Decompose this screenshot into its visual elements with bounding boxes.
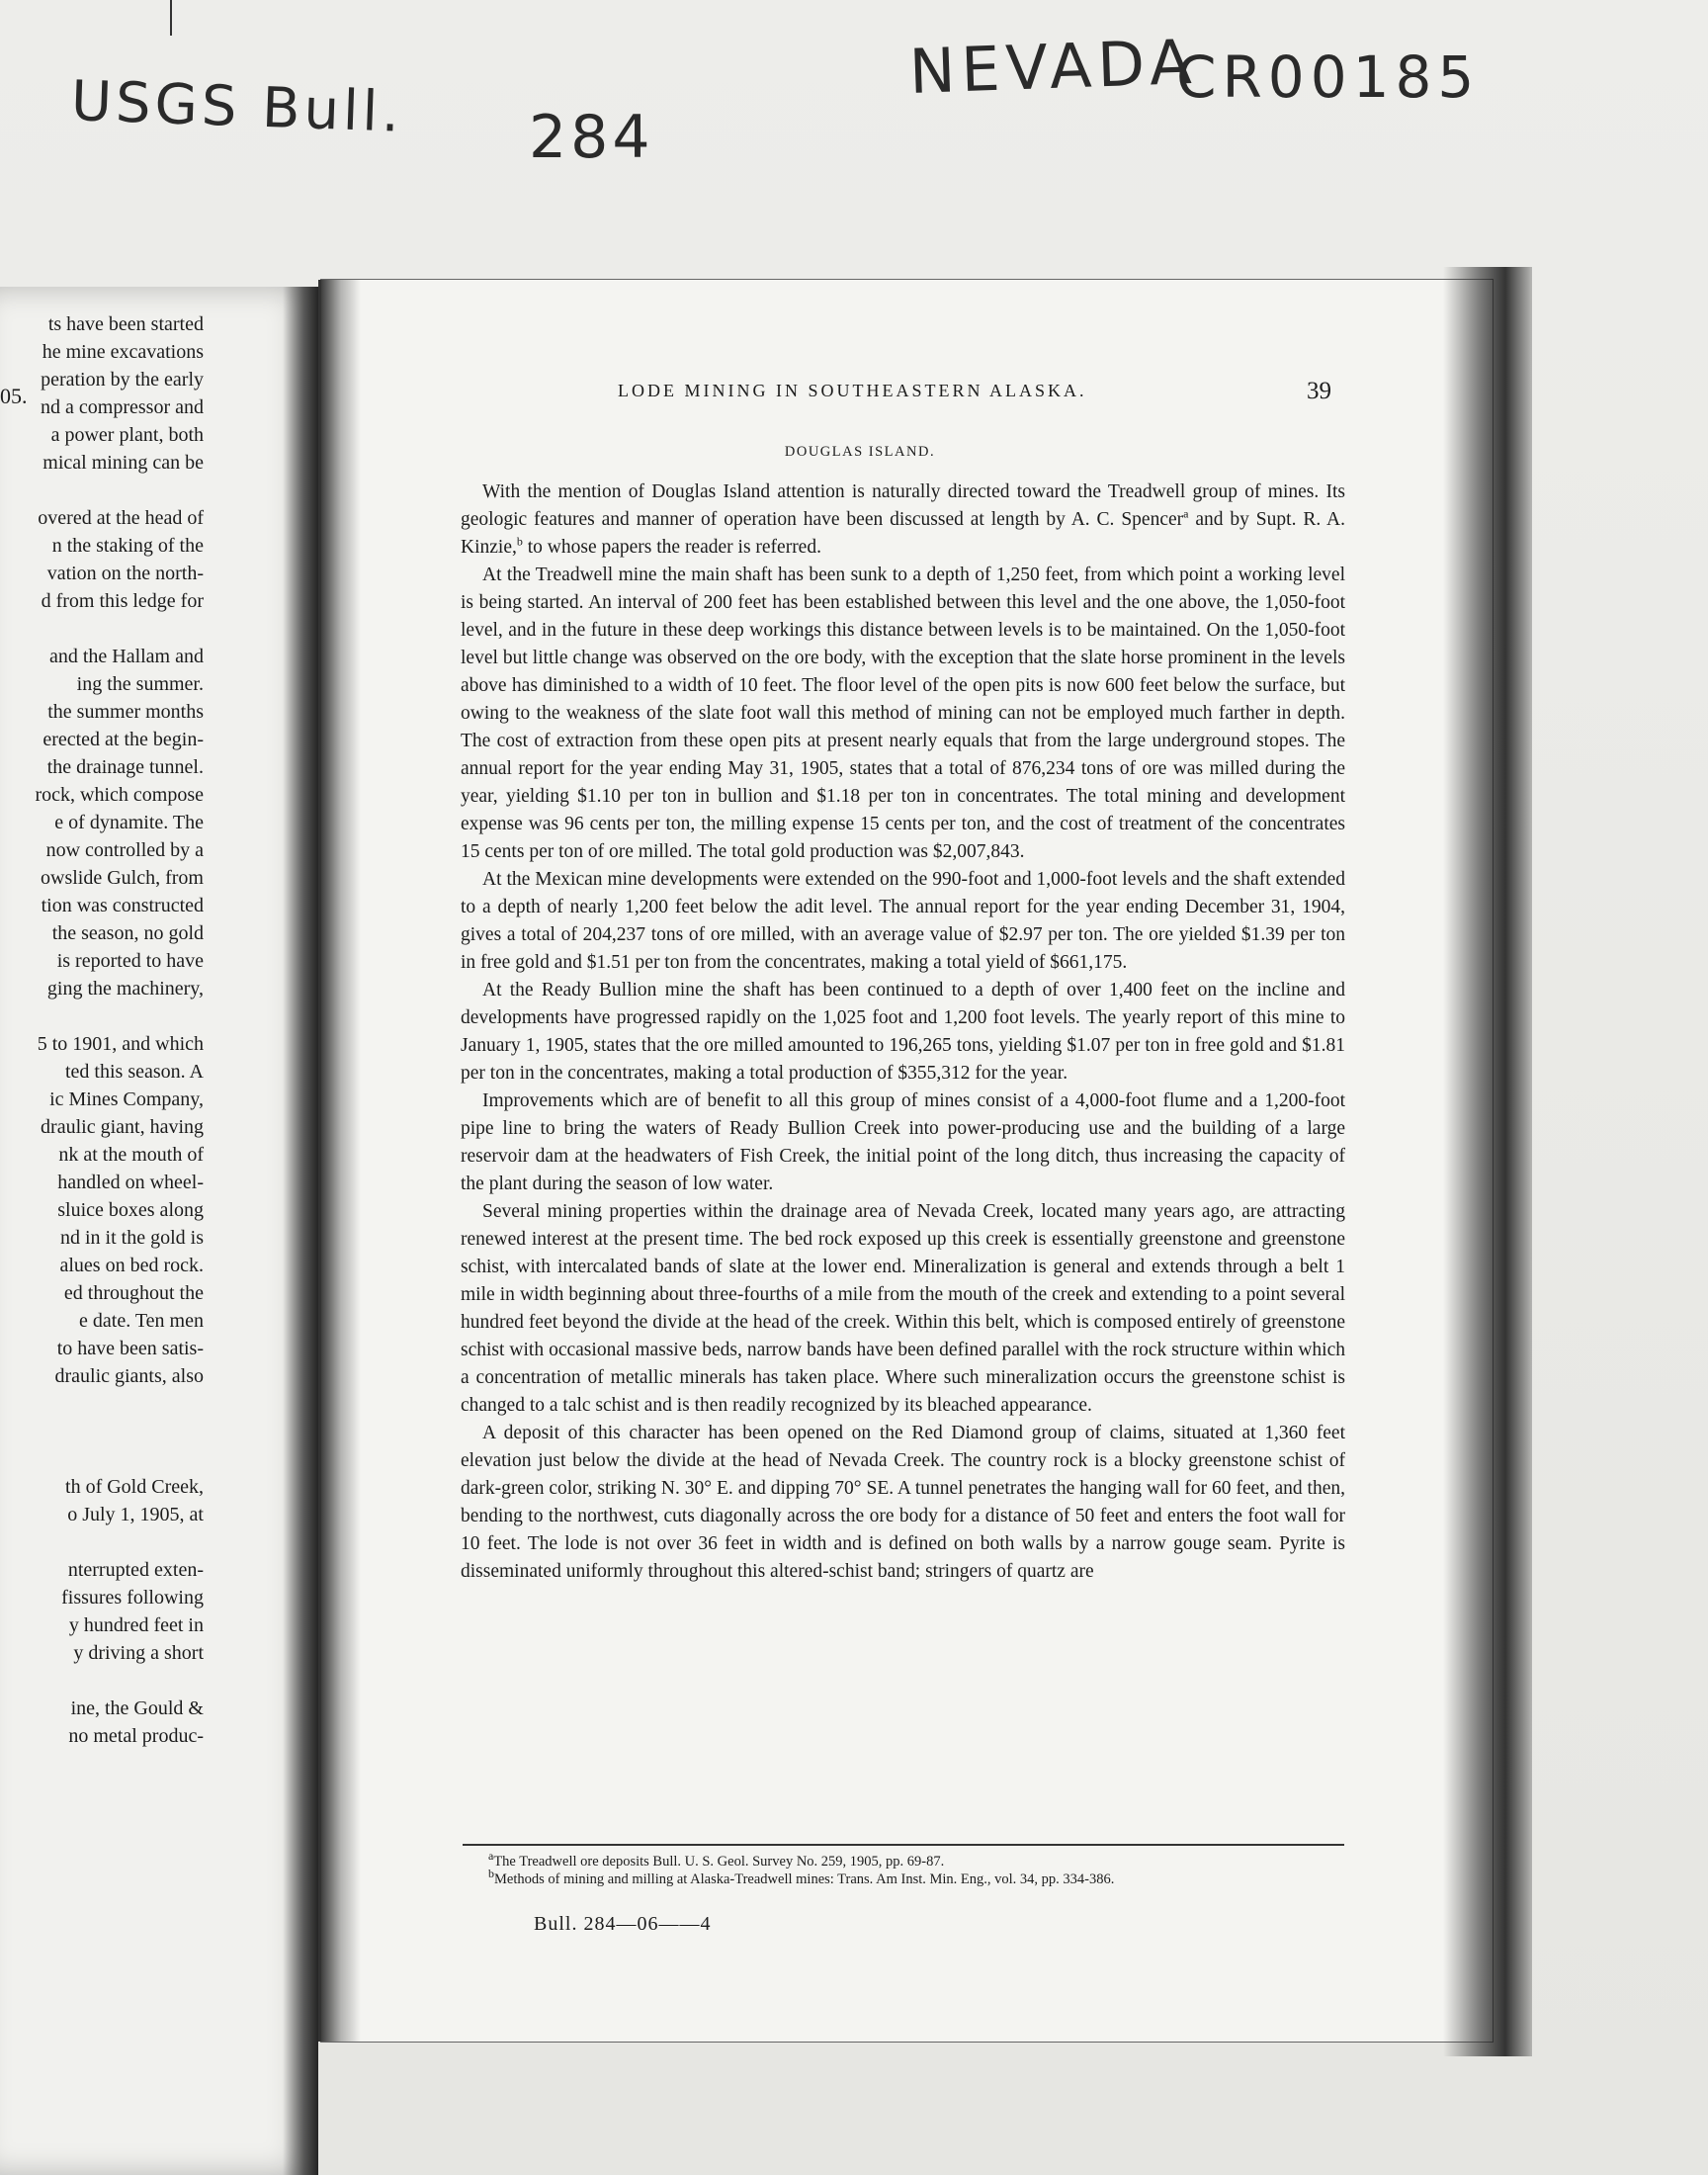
left-page-line: a power plant, both — [50, 424, 204, 446]
body-text — [461, 478, 1345, 1586]
left-page-number: 05. — [0, 384, 28, 408]
left-page-line: he mine excavations — [42, 341, 204, 363]
left-page-line: tion was constructed — [41, 895, 204, 916]
footnote-a — [469, 1849, 1346, 1870]
left-page-line: nk at the mouth of — [58, 1144, 204, 1166]
left-page-line: o July 1, 1905, at — [67, 1504, 204, 1525]
paragraph-6: Several mining properties within the drainage area of Nevada Creek, located many years ago, are attracting renewed interest at the present time. The bed rock exposed up this creek is essentially greenstone and greenstone schist, with intercalated bands of slate at the lower end. Mineralization is general and extends through a belt 1 mile in width beginning about three-fourths of a mile from the mouth of the creek and extending to a point several hundred feet beyond the divide at the head of the creek. Within this belt, which is composed entirely of greenstone schist with occasional massive beds, narrow bands have been defined parallel with the rock structure within which a concentration of metallic minerals has taken place. Where such mineralization occurs the greenstone schist is changed to a talc schist and is then readily recognized by its bleached appearance. — [461, 1201, 1345, 1416]
footnote-ref-a: a — [1183, 506, 1189, 521]
signature-line: Bull. 284—06——4 — [534, 1913, 712, 1935]
left-page-line: no metal produc- — [68, 1725, 204, 1747]
left-page-line: the drainage tunnel. — [46, 756, 204, 778]
left-page-line: owslide Gulch, from — [41, 867, 204, 889]
footnote-b-text: Methods of mining and milling at Alaska-Treadwell mines: Trans. Am Inst. Min. Eng., vol. 34, pp. 334-386. — [494, 1871, 1115, 1887]
paragraph-4: At the Ready Bullion mine the shaft has been continued to a depth of over 1,400 feet on the incline and developments have progressed rapidly on the 1,025 foot and 1,200 foot levels. The yearly report of this mine to January 1, 1905, states that the ore milled amounted to 196,265 tons, yielding $1.07 per ton in free gold and $1.81 per ton in the concentrates, making a total production of $355,312 for the year. — [461, 980, 1345, 1084]
paragraph-2: At the Treadwell mine the main shaft has been sunk to a depth of 1,250 feet, from which point a working level is being started. An interval of 200 feet has been established between this level and the one above, the 1,050-foot level, and in the future in these deep workings this distance between levels is to be maintained. On the 1,050-foot level but little change was observed on the ore body, with the exception that the slate horse prominent in the levels above has diminished to a width of 10 feet. The floor level of the open pits is now 600 feet below the surface, but owing to the weakness of the slate foot wall this method of mining can not be employed much farther in depth. The cost of extraction from these open pits at present nearly equals that from the large underground stopes. The annual report for the year ending May 31, 1905, states that a total of 876,234 tons of ore was milled during the year, yielding $1.10 per ton in bullion and $1.18 per ton in concentrates. The total mining and development expense was 96 cents per ton, the milling expense 15 cents per ton, and the cost of treatment of the concentrates 15 cents per ton of ore milled. The total gold production was $2,007,843. — [461, 565, 1345, 862]
left-page-line: y driving a short — [73, 1642, 204, 1664]
handwritten-usgs-label: USGS Bull. — [69, 69, 405, 145]
paragraph-1-part-b: and by Supt. R. A. Kinzie, — [461, 509, 1345, 558]
footnote-mark-b: b — [488, 1867, 494, 1881]
right-edge-shadow — [1443, 267, 1532, 2056]
left-page-line: draulic giants, also — [54, 1365, 204, 1387]
left-page-line: nd a compressor and — [41, 396, 204, 418]
left-page-line: d from this ledge for — [41, 590, 204, 612]
paragraph-5: Improvements which are of benefit to all this group of mines consist of a 4,000-foot flume and a 1,200-foot pipe line to bring the waters of Ready Bullion Creek into power-producing use and the building of a large reservoir dam at the headwaters of Fish Creek, the initial point of the long ditch, thus increasing the capacity of the plant during the season of low water. — [461, 1090, 1345, 1194]
left-page-line: erected at the begin- — [43, 729, 204, 750]
left-page-line: to have been satis- — [56, 1338, 204, 1359]
footnote-rule — [463, 1844, 1344, 1846]
paragraph-7: A deposit of this character has been opened on the Red Diamond group of claims, situated at 1,360 feet elevation just below the divide at the head of Nevada Creek. The country rock is a blocky greenstone schist of dark-green color, striking N. 30° E. and dipping 70° SE. A tunnel penetrates the hanging wall for 60 feet, and then, bending to the northwest, cuts diagonally across the ore body for a distance of 50 feet and enters the foot wall for 10 feet. The lode is not over 36 feet in width and is defined on both walls by a narrow gouge seam. Pyrite is disseminated uniformly throughout this altered-schist band; stringers of quartz are — [461, 1423, 1345, 1582]
section-heading — [0, 444, 1708, 461]
left-page-line: 5 to 1901, and which — [37, 1033, 204, 1055]
handwritten-bulletin-number: 284 — [529, 103, 654, 172]
paragraph-1-part-a: With the mention of Douglas Island attention is naturally directed toward the Treadwell group of mines. Its geologic features and manner of operation have been discussed at length by A. C. Spencer — [461, 481, 1345, 530]
left-page-line: nterrupted exten- — [67, 1559, 204, 1581]
running-head: LODE MINING IN SOUTHEASTERN ALASKA. — [618, 381, 1087, 400]
paragraph-3: At the Mexican mine developments were extended on the 990-foot and 1,000-foot levels and the shaft extended to a depth of nearly 1,200 feet below the adit level. The annual report for the year ending December 31, 1904, gives a total of 204,237 tons of ore milled, with an average value of $2.97 per ton. The ore yielded $1.39 per ton in free gold and $1.51 per ton from the concentrates, making a total yield of $661,175. — [461, 869, 1345, 973]
left-page-line: th of Gold Creek, — [65, 1476, 204, 1498]
left-page-line: is reported to have — [56, 950, 204, 972]
binding-shadow — [321, 280, 361, 2042]
handwritten-code: CR00185 — [1176, 44, 1481, 111]
handwritten-state: NEVADA — [907, 25, 1199, 108]
left-page-line: ine, the Gould & — [70, 1697, 204, 1719]
left-page-line: sluice boxes along — [57, 1199, 204, 1221]
left-page-line: and the Hallam and — [48, 646, 204, 667]
footnote-mark-a: a — [488, 1849, 494, 1864]
left-page-line: ts have been started — [47, 313, 204, 335]
footnote-ref-b: b — [516, 534, 523, 549]
left-page-line: ed throughout the — [63, 1282, 204, 1304]
left-page-line: ing the summer. — [76, 673, 204, 695]
left-page-line: alues on bed rock. — [59, 1255, 204, 1276]
left-page-line: y hundred feet in — [68, 1614, 204, 1636]
left-page-line: ic Mines Company, — [49, 1088, 204, 1110]
footnote-a-text: The Treadwell ore deposits Bull. U. S. Geol. Survey No. 259, 1905, pp. 69-87. — [493, 1854, 945, 1870]
left-page-line: ging the machinery, — [46, 978, 204, 1000]
left-page-line: ted this season. A — [65, 1061, 204, 1083]
left-page-line: e date. Ten men — [79, 1310, 204, 1332]
left-page-gutter-shadow — [283, 287, 318, 2175]
left-page-line: rock, which compose — [35, 784, 204, 806]
left-page-line: vation on the north- — [46, 563, 204, 584]
page-number: 39 — [1307, 378, 1331, 404]
left-page-line: the summer months — [47, 701, 204, 723]
left-page-line: the season, no gold — [51, 922, 204, 944]
left-page-line: nd in it the gold is — [60, 1227, 204, 1249]
paragraph-1-part-c: to whose papers the reader is referred. — [522, 537, 821, 558]
footnote-b — [469, 1867, 1346, 1888]
left-page — [0, 287, 318, 2175]
left-page-line: draulic giant, having — [41, 1116, 204, 1138]
left-page-line: mical mining can be — [43, 452, 204, 474]
paragraph-1 — [461, 478, 1345, 562]
footnotes — [469, 1849, 1346, 1888]
left-page-line: now controlled by a — [45, 839, 204, 861]
scan-mark — [170, 0, 172, 36]
left-page-line: handled on wheel- — [57, 1172, 204, 1193]
left-page-line: overed at the head of — [38, 507, 204, 529]
left-page-line: n the staking of the — [51, 535, 204, 557]
section-heading-text: DOUGLAS ISLAND. — [784, 444, 936, 460]
left-page-line: e of dynamite. The — [54, 812, 204, 833]
left-page-line: fissures following — [61, 1587, 204, 1609]
left-page-line: peration by the early — [41, 369, 204, 391]
